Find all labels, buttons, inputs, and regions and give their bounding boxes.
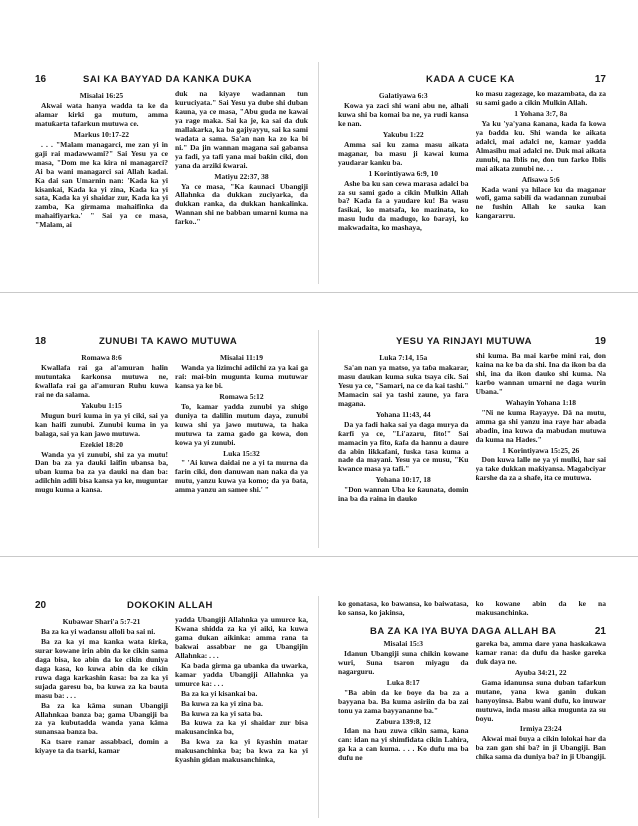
scripture-reference: 1 Korintiyawa 6:9, 10 bbox=[368, 168, 439, 178]
text-column bbox=[338, 352, 469, 548]
verse-paragraph: Akwai mai ɓuya a cikin lolokai har da ba zan gan shi ba? in ji Ubangiji. Ban chika sama da duniya ba? in ji Ubangiji. bbox=[475, 734, 606, 762]
text-column bbox=[476, 352, 607, 548]
verse-paragraph: Mugun buri kuma in ya yi ciki, sai ya kan haifi zunubi. Zunubi kuma in ya balaga, sai ya kan jawo mutuwa. bbox=[35, 410, 168, 438]
scripture-reference: Markus 10:17-22 bbox=[73, 129, 130, 139]
page-19 bbox=[338, 336, 606, 548]
verse-paragraph: . . . "Malam managarci, me zan yi in gaji rai madawwami?" Sai Yesu ya ce masa, "Dom me ka kira ni managarci? Ai ba wani managarci sai Allah kadai. Ka dai san Umarnin nan: 'Kada ka yi kisankai, Kada ka yi zina, Kada ka yi sata, Kada ka yi shaidar zur, Kada ka yi zamba, Ka girmama mahaifinka da mahaifiyarka.' " Sai ya ce masa, "Malam, ai bbox=[35, 139, 168, 230]
scripture-reference: Ezekiel 18:20 bbox=[80, 439, 123, 449]
verse-paragraph: Idanun Ubangiji suna chikin kowane wuri, Suna tsaron miyagu da nagarguru. bbox=[338, 648, 469, 676]
scripture-reference: 1 Yohana 3:7, 8a bbox=[514, 108, 568, 118]
scripture-reference: Zabura 139:8, 12 bbox=[375, 716, 431, 726]
text-column bbox=[338, 600, 469, 814]
scripture-reference: Romawa 5:12 bbox=[219, 391, 264, 401]
text-column bbox=[476, 600, 607, 814]
verse-paragraph: " 'Ai kuwa daidai ne a yi ta murna da farin ciki, don danuwan nan naka da ya mutu, yanzu kuwa ya komo; da ya ɓata, amma yanzu an samee shi.' " bbox=[175, 458, 308, 495]
page-header bbox=[35, 600, 308, 614]
scripture-reference: Misalai 11:19 bbox=[220, 353, 263, 362]
scripture-reference: Luka 7:14, 15a bbox=[379, 353, 428, 362]
verse-paragraph: Ka bada girma ga ubanka da uwarka, kamar yadda Ubangiji Allahnka ya umurce ka: . . . bbox=[175, 660, 308, 688]
scripture-reference: Yohana 10:17, 18 bbox=[375, 475, 431, 485]
row-separator bbox=[0, 556, 638, 557]
page-number: 18 bbox=[35, 336, 47, 347]
verse-paragraph: Ya ce masa, "Ka ƙaunaci Ubangiji Allahnka da dukkan zuciyarka, da dukkan ranka, da dukkan hankalinka. Wannan shi ne babban umarni kuma na farko.." bbox=[175, 181, 308, 227]
verse-paragraph: ko kowane abin da ke na makusanchinka. bbox=[475, 600, 606, 617]
page-title: SAI KA BAYYAD DA KANKA DUKA bbox=[83, 74, 253, 85]
scripture-reference: 1 Korintiyawa 15:25, 26 bbox=[502, 445, 580, 455]
text-column bbox=[175, 352, 308, 548]
verse-paragraph: Ba kuwa za ka yi zina ba. bbox=[181, 698, 263, 708]
verse-paragraph: Ba za ka yi kisankai ba. bbox=[181, 688, 258, 698]
verse-paragraph: ko gonatasa, ko bawansa, ko baiwatasa, ko sansa, ko jakinsa, bbox=[338, 600, 469, 617]
verse-paragraph: Sa'an nan ya matso, ya taɓa makarar, masu daukan kuma suka tsaya cik. Sai Yesu ya ce, "Samari, na ce da kai tashi." Mamacin sai ya tashi zaune, ya fara magana. bbox=[338, 362, 469, 408]
page-number: 19 bbox=[594, 336, 606, 347]
scripture-reference: Yakubu 1:22 bbox=[382, 129, 424, 139]
scripture-reference: Yohana 11:43, 44 bbox=[375, 409, 431, 419]
scripture-reference: Romawa 8:6 bbox=[81, 353, 122, 362]
page-title: KADA A CUCE KA bbox=[426, 74, 515, 85]
verse-paragraph: Ya ku 'ya'yana ƙanana, kada fa kowa ya ɓadda ku. Shi wanda ke aikata adalci, mai adalci ne, kamar yadda Almasihu mai adalci ne. Duk mai aikata zunubi, na Iblis ne, don tun farko Iblis mai aikata zunubi ne. . . bbox=[475, 118, 606, 173]
scripture-reference: Luka 15:32 bbox=[223, 448, 260, 458]
verse-paragraph: shi kuma. Ba mai karɓe mini rai, don kaina na ke ba da shi. Ina da ikon ba da shi, ina da ikon dauko shi kuma. Na karɓo wannan umarni ne daga wurin Ubana." bbox=[475, 352, 606, 396]
verse-paragraph: Gama idanunsa suna duban tafarkun mutane, yana kwa ganin dukan hanyoyinsa. Babu wani dufu, ko inuwar mutuwa, inda masu aika mugunta za su ɓoyu. bbox=[475, 677, 606, 723]
scripture-reference: Yakubu 1:15 bbox=[81, 400, 122, 410]
scripture-reference: Luka 8:17 bbox=[386, 677, 420, 687]
scripture-reference: Misalai 16:25 bbox=[79, 91, 124, 100]
text-column bbox=[35, 616, 168, 814]
verse-paragraph: Ba za ka yi wadansu alloli ba sai ni. bbox=[41, 626, 156, 636]
scripture-reference: Matiyu 22:37, 38 bbox=[214, 171, 269, 181]
verse-paragraph: "Don wannan Uba ke ƙaunata, domin ina ba da raina in dauko bbox=[338, 485, 469, 504]
verse-paragraph: Da ya fadi haka sai ya daga murya da ƙarfi ya ce, "Li'azaru, fito!" Sai mamacin ya fito, ƙafa da hannu a daure da abin likkafani, fuska tasa kuma a nade da mayani. Yesu ya ce musu, "Ku kwance masa ya tafi." bbox=[338, 419, 469, 474]
verse-paragraph: "Ba abin da ke ɓoye da ba za a bayyana ba. Ba kuma asiriin da ba zai tonu ya zama bayyananne ba." bbox=[338, 687, 469, 715]
verse-paragraph: Ka tsare ranar assabbaci, domin a kiyaye ta da tsarki, kamar bbox=[35, 737, 168, 756]
column-separator bbox=[318, 330, 319, 548]
page-number: 17 bbox=[594, 74, 606, 85]
scripture-reference: Wahayin Yohana 1:18 bbox=[505, 397, 577, 407]
page-header bbox=[338, 336, 606, 350]
scripture-reference: Irmiya 23:24 bbox=[519, 724, 562, 734]
verse-paragraph: Ba za ka yi ma kanka wata ƙirƙa, surar kowane irin abin da ke cikin sama daga bisa, ko abin da ke cikin duniya daga kasa, ko kuwa abin da ke cikin ruwa daga karkashin ƙasa: ba za ka yi sujada garesu ba, ba kuwa za ka bauta masu ba: . . . bbox=[35, 636, 168, 700]
page-title: YESU YA RINJAYI MUTUWA bbox=[396, 336, 532, 347]
verse-paragraph: Akwai wata hanya wadda ta ke da alamar kirki ga mutum, amma matuƙarta tafarkun mutuwa ce. bbox=[35, 100, 168, 128]
verse-paragraph: Kwallafa rai ga al'amuran halin mutuntaka ƙarkonsa mutuwa ne, ƙwallafa rai ga al'amuran Ruhu kuwa rai ne da salama. bbox=[35, 362, 168, 399]
page-header bbox=[35, 336, 308, 350]
verse-paragraph: Wanda ya lizimchi adilchi za ya kai ga rai: mai-bin mugunta kuma mutuwar kansa ya ke bi. bbox=[175, 362, 308, 390]
verse-paragraph: Ba kuwa za ka yi shaidar zur bisa makusancinka ba, bbox=[175, 718, 308, 737]
verse-paragraph: ko masu zagezage, ko mazambata, da za su sami gado a cikin Mulkin Allah. bbox=[475, 90, 606, 107]
page-header bbox=[35, 74, 308, 88]
row-separator bbox=[0, 292, 638, 293]
page-20 bbox=[35, 600, 308, 814]
page-17 bbox=[338, 74, 606, 286]
verse-paragraph: Wanda ya yi zunubi, shi za ya mutu! Dan ba za ya dauki laifin ubansa ba, uban kuma ba za ya dauki na dan ba: adilchin adili bisa kansa ya ke, muguntar mugu kuma a kansa. bbox=[35, 449, 168, 495]
page-21 bbox=[338, 600, 606, 814]
page-16 bbox=[35, 74, 308, 286]
verse-paragraph: Amma sai ku zama masu aikata maganar, ba masu ji kawai kuma yaudarar kanku ba. bbox=[338, 139, 469, 167]
verse-paragraph: To, kamar yadda zunubi ya shigo duniya ta dalilin mutum daya, zunubi kuwa shi ya jawo mutuwa, ta haka mutuwa ta zama gado ga kowa, don kowa ya yi zunubi. bbox=[175, 401, 308, 447]
verse-paragraph: Idan na hau zuwa cikin sama, kana can: idan na yi shimfidata cikin Lahira, ga ka a can kuma. . . . Ko dufu ma ba dufu ne bbox=[338, 726, 469, 763]
page-number: 16 bbox=[35, 74, 47, 85]
verse-paragraph: Don kuwa lalle ne ya yi mulki, har sai ya take dukkan maƙiyansa. Magabciyar ƙarshe da za a shafe, ita ce mutuwa. bbox=[475, 455, 606, 483]
page-header bbox=[338, 74, 606, 88]
verse-paragraph: gareka ba, amma dare yana haskakawa kamar rana: da dufu da haske gareka duk daya ne. bbox=[475, 638, 606, 666]
scripture-reference: Afisawa 5:6 bbox=[521, 174, 560, 184]
column-separator bbox=[318, 62, 319, 284]
verse-paragraph: Ashe ba ku san cewa marasa adalci ba za su sami gado a cikin Mulkin Allah ba? Kada fa a yaudare ku! Ba wasu fasikai, ko matsafa, ko mazinata, ko masu ludu da madugo, ko ɓarayi, ko makwadaita, ko mashaya, bbox=[338, 178, 469, 233]
page-title: BA ZA KA IYA BUYA DAGA ALLAH BA bbox=[370, 626, 557, 637]
text-column bbox=[476, 90, 607, 286]
scripture-reference: Ayuba 34:21, 22 bbox=[514, 667, 567, 677]
verse-paragraph: Ba za ka kāma sunan Ubangiji Allahnkaa banza ba; gama Ubangiji ba za ya kubutadda wanda yana kāma sunansaa banza ba. bbox=[35, 700, 168, 737]
verse-paragraph: Kada wani ya hilace ku da maganar wofi, gama sabili da wadannan zunubai ne fushin Allah ke sauka kan kangararru. bbox=[475, 184, 606, 221]
page-title: ZUNUBI TA KAWO MUTUWA bbox=[99, 336, 238, 347]
scripture-reference: Misalai 15:3 bbox=[383, 638, 424, 648]
text-column bbox=[175, 616, 308, 814]
page-18 bbox=[35, 336, 308, 548]
page-number: 20 bbox=[35, 600, 47, 611]
text-column bbox=[35, 352, 168, 548]
page-title: DOKOKIN ALLAH bbox=[127, 600, 213, 611]
verse-paragraph: Kowa ya zaci shi wani abu ne, alhali kuwa shi ba komai ba ne, ya rudi kansa ke nan. bbox=[338, 100, 469, 128]
page-number: 21 bbox=[594, 626, 606, 637]
verse-paragraph: Ba kwa za ka yi ƙyashin matar makusanchinka ba; ba kwa za ka yi ƙyashin gidan makusanchinka, bbox=[175, 737, 308, 765]
verse-paragraph: duk na kiyaye wadannan tun kuruciyata." Sai Yesu ya dube shi duban ƙauna, ya ce masa, "Abu guda ne kawai ya rage maka. Sai ka je, ka sai da duk mallakarka, ka ba gajiyayyu, sai ka sami wadata a sama. Sa'an nan ka zo ka bi ni." Da jin wannan magana sai gabansa ya fadi, ya tafi yana mai baƙin ciki, don yana da arziki ƙwarai. bbox=[175, 90, 308, 170]
column-separator bbox=[318, 596, 319, 818]
verse-paragraph: Ba kuwa za ka yi sata ba. bbox=[181, 708, 263, 718]
verse-paragraph: "Ni ne kuma Rayayye. Dā na mutu, amma ga shi yanzu ina raye har abada abadin, ina kuwa da mabudan mutuwa da kuma na Hades." bbox=[475, 407, 606, 444]
text-column bbox=[35, 90, 168, 286]
verse-paragraph: yadda Ubangiji Allahnka ya umurce ka, Kwana shidda za ka yi aiki, ka kuwa gama dukan aikinka: amma rana ta bakwai assabbar ne ga Ubangijin Allahnka: . . . bbox=[175, 616, 308, 660]
text-column bbox=[338, 90, 469, 286]
scripture-reference: Galatiyawa 6:3 bbox=[378, 91, 428, 100]
text-column bbox=[175, 90, 308, 286]
scripture-reference: Kubawar Shari'a 5:7-21 bbox=[62, 617, 141, 626]
